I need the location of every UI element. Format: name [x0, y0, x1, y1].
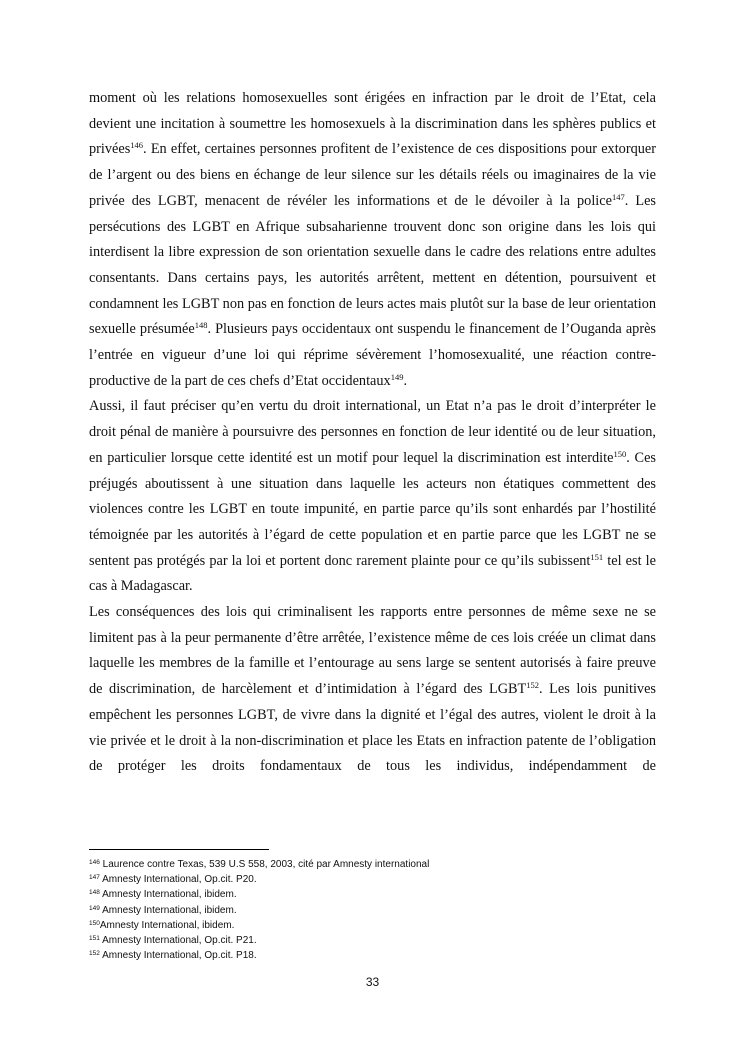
paragraph-text: . Ces préjugés aboutissent à une situation dans laquelle les acteurs non étatiques commettent des violences contre les LGBT en toute impunité, en partie parce qu’ils sont enhardés par l’hostilité témoignée par les autorités à l’égard de cette population et en partie parce que les LGBT ne se sentent pas protégés par la loi et portent donc rarement plainte pour ce qu’ils subissent	[89, 449, 656, 569]
footnote-text: Laurence contre Texas, 539 U.S 558, 2003, cité par Amnesty international	[99, 859, 430, 870]
footnote-separator	[89, 849, 269, 850]
footnote	[89, 948, 656, 963]
footnote-ref[interactable]: 148	[194, 320, 208, 331]
paragraph-3	[89, 600, 656, 780]
footnote	[89, 887, 656, 902]
footnote-ref[interactable]: 149	[390, 371, 404, 382]
footnote-number: 152	[89, 950, 100, 958]
footnote-ref[interactable]: 152	[526, 680, 540, 691]
paragraph-text: tel est le cas à Madagascar.	[89, 552, 656, 595]
footnote-number: 146	[89, 859, 100, 866]
footnote-text: Amnesty International, Op.cit. P18.	[99, 950, 257, 962]
footnote-ref[interactable]: 146	[130, 140, 144, 151]
footnote-number: 149	[89, 904, 100, 912]
paragraph-text: moment où les relations homosexuelles sont érigées en infraction par le droit de l’Etat, cela devient une incitation à soumettre les homosexuels à la discrimination dans les sphères publics et privées	[89, 90, 656, 158]
paragraph-text: .	[403, 372, 408, 389]
page-number: 33	[365, 975, 380, 989]
footnote-number: 147	[89, 874, 100, 882]
paragraph-2	[89, 394, 656, 600]
footnote-ref[interactable]: 147	[611, 191, 625, 202]
footnote	[89, 857, 656, 872]
paragraph-1	[89, 86, 656, 394]
paragraph-text: . Les persécutions des LGBT en Afrique subsaharienne trouvent donc son origine dans les lois qui interdisent la libre expression de son orientation sexuelle dans le cadre des relations entre adultes consentants. Dans certains pays, les autorités arrêtent, mettent en détention, poursuivent et condamnent les LGBT non pas en fonction de leurs actes mais plutôt sur la base de leur orientation sexuelle présumée	[89, 192, 656, 338]
footnote-text: Amnesty International, ibidem.	[99, 919, 235, 931]
footnote-text: Amnesty International, Op.cit. P21.	[99, 935, 257, 947]
footnote	[89, 918, 656, 933]
footnote-number: 150	[89, 919, 100, 927]
footnote	[89, 872, 656, 887]
paragraph-text: Aussi, il faut préciser qu’en vertu du droit international, un Etat n’a pas le droit d’interpréter le droit pénal de manière à poursuivre des personnes en fonction de leur identité ou de leur situation, en particulier lorsque cette identité est un motif pour lequel la discrimination est interdite	[89, 398, 656, 466]
footnote-text: Amnesty International, ibidem.	[99, 904, 237, 916]
footnote-text: Amnesty International, Op.cit. P20.	[99, 874, 257, 886]
paragraph-text: Les conséquences des lois qui criminalisent les rapports entre personnes de même sexe ne se limitent pas à la peur permanente d’être arrêtée, l’existence même de ces lois créée un climat dans laquelle les membres de la famille et l’entourage au sens large se sentent autorisés à faire preuve de discrimination, de harcèlement et d’intimidation à l’égard des LGBT	[89, 604, 656, 698]
body-text	[89, 86, 656, 780]
footnote-text: Amnesty International, ibidem.	[99, 889, 237, 901]
footnote	[89, 903, 656, 918]
paragraph-text: . En effet, certaines personnes profitent de l’existence de ces dispositions pour extorquer de l’argent ou des biens en échange de leur silence sur les détails réels ou imaginaires de la vie privée des LGBT, menacent de révéler les informations et de le dévoiler à la police	[89, 141, 656, 209]
footnotes	[89, 857, 656, 963]
footnote	[89, 933, 656, 948]
paragraph-text: . Les lois punitives empêchent les personnes LGBT, de vivre dans la dignité et l’égal des autres, violent le droit à la vie privée et le droit à la non-discrimination et place les Etats en infraction patente de l’obligation de protéger les droits fondamentaux de tous les individus, indépendamment de	[89, 681, 656, 775]
paragraph-text: . Plusieurs pays occidentaux ont suspendu le financement de l’Ouganda après l’entrée en vigueur d’une loi qui réprime sévèrement l’homosexualité, une réaction contre-productive de la part de ces chefs d’Etat occidentaux	[89, 321, 656, 389]
footnote-number: 151	[89, 935, 100, 943]
footnote-ref[interactable]: 151	[590, 551, 604, 562]
footnote-number: 148	[89, 889, 100, 897]
footnote-ref[interactable]: 150	[613, 448, 627, 459]
